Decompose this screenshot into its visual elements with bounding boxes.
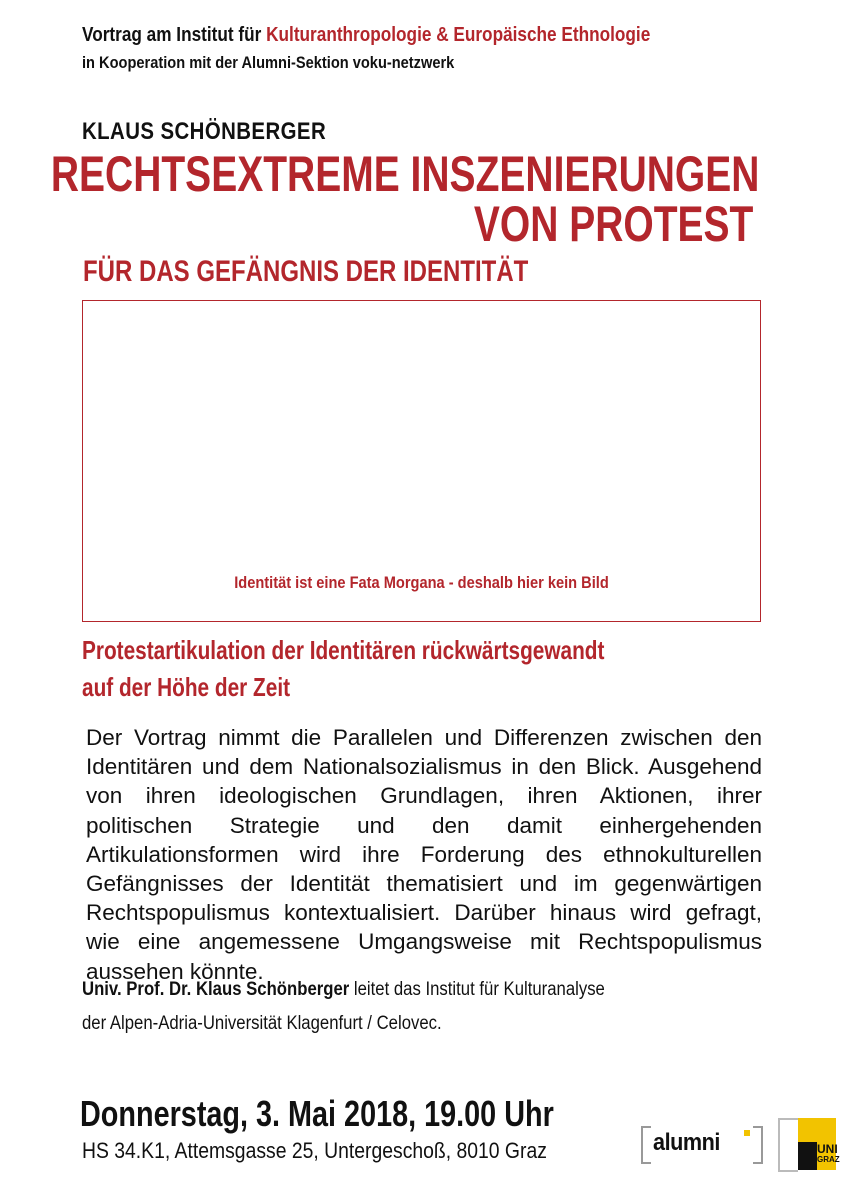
header-prefix: Vortrag am Institut für [82, 24, 262, 46]
alumni-logo [641, 1126, 763, 1162]
speaker-name: KLAUS SCHÖNBERGER [82, 118, 327, 145]
alumni-logo-bracket-right [753, 1126, 763, 1164]
event-date: Donnerstag, 3. Mai 2018, 19.00 Uhr [80, 1093, 554, 1134]
alumni-logo-dot [744, 1130, 750, 1136]
title-line-1: RECHTSEXTREME INSZENIERUNGEN [50, 146, 759, 202]
event-location: HS 34.K1, Attemsgasse 25, Untergeschoß, 8010 Graz [82, 1138, 547, 1163]
alumni-logo-bracket-left [641, 1126, 651, 1164]
image-placeholder-caption: Identität ist eine Fata Morgana - deshalb hier kein Bild [234, 573, 609, 592]
lead-line-1: Protestartikulation der Identitären rückwärtsgewandt [82, 635, 605, 665]
bio-line-1-rest: leitet das Institut für Kulturanalyse [349, 979, 605, 1000]
uni-graz-logo [778, 1118, 840, 1170]
lead-heading [82, 632, 604, 706]
header-cooperation: in Kooperation mit der Alumni-Sektion voku-netzwerk [82, 53, 455, 72]
image-placeholder-frame [82, 300, 761, 622]
bio-speaker-name: Univ. Prof. Dr. Klaus Schönberger [82, 979, 350, 1000]
uni-logo-black-block [798, 1142, 817, 1170]
header-institute-line [82, 24, 650, 47]
uni-logo-frame [778, 1118, 798, 1172]
uni-logo-text-uni: UNI [817, 1142, 838, 1156]
title-line-2: VON PROTEST [473, 196, 753, 252]
lead-line-2: auf der Höhe der Zeit [82, 672, 291, 702]
abstract-body: Der Vortrag nimmt die Parallelen und Differenzen zwischen den Identitären und dem Nationalsozialismus in den Blick. Ausgehend von ihren ideologischen Grundlagen, ihren Aktionen, ihrer politischen Strategie und den damit einhergehenden Artikulationsformen wird ihre Forderung des ethnokulturellen Gefängnisses der Identität thematisiert und im gegenwärtigen Rechtspopulismus kontextualisiert. Darüber hinaus wird gefragt, wie eine angemessene Umgangsweise mit Rechtspopulismus aussehen könnte. [86, 725, 762, 984]
alumni-logo-text: alumni [653, 1129, 720, 1156]
uni-logo-text-graz: GRAZ [817, 1155, 840, 1164]
bio-line-2: der Alpen-Adria-Universität Klagenfurt / Celovec. [82, 1013, 442, 1034]
bio-line-1 [82, 973, 698, 1007]
header-institute-name: Kulturanthropologie & Europäische Ethnologie [266, 24, 651, 46]
subtitle: FÜR DAS GEFÄNGNIS DER IDENTITÄT [83, 255, 529, 288]
speaker-bio [82, 973, 782, 1041]
